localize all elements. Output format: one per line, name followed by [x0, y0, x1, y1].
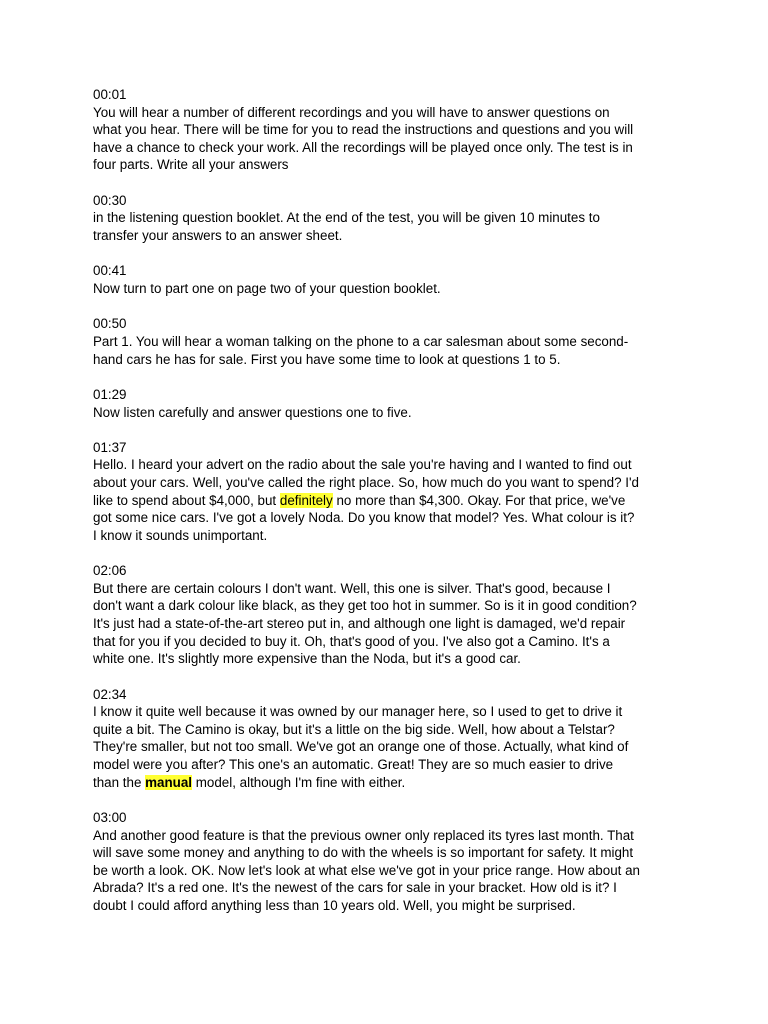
transcript-line: transfer your answers to an answer sheet. — [93, 227, 343, 243]
transcript-line: Hello. I heard your advert on the radio about the sale you're having and I wanted to find out — [93, 457, 632, 473]
timestamp: 00:41 — [93, 263, 127, 279]
line-text: than the — [93, 774, 146, 790]
transcript-line: four parts. Write all your answers — [93, 157, 289, 173]
line-text: like to spend about $4,000, but — [93, 492, 280, 508]
highlighted-word: definitely — [279, 492, 333, 508]
transcript-line: You will hear a number of different recordings and you will have to answer questions on — [93, 104, 610, 120]
transcript-line-highlighted — [93, 492, 683, 510]
transcript-line: will save some money and anything to do with the wheels is so important for safety. It might — [93, 845, 634, 861]
transcript-line: Now turn to part one on page two of your question booklet. — [93, 280, 441, 296]
transcript-line-highlighted — [93, 774, 683, 792]
timestamp: 00:50 — [93, 316, 127, 332]
transcript-line: Abrada? It's a red one. It's the newest of the cars for sale in your bracket. How old is it? I — [93, 880, 617, 896]
transcript-line: Part 1. You will hear a woman talking on the phone to a car salesman about some second- — [93, 333, 629, 349]
transcript-line: model were you after? This one's an automatic. Great! They are so much easier to drive — [93, 756, 614, 772]
transcript-segment — [93, 809, 683, 915]
transcript-segment — [93, 686, 683, 792]
transcript-page — [93, 86, 683, 932]
transcript-line: I know it quite well because it was owned by our manager here, so I used to get to drive it — [93, 704, 623, 720]
timestamp: 02:34 — [93, 686, 127, 702]
transcript-line: that for you if you decided to buy it. Oh, that's good of you. I've also got a Camino. It's a — [93, 633, 610, 649]
timestamp: 02:06 — [93, 563, 127, 579]
timestamp: 00:01 — [93, 87, 127, 102]
transcript-line: And another good feature is that the previous owner only replaced its tyres last month. That — [93, 827, 634, 843]
transcript-segment — [93, 262, 683, 297]
transcript-line: Now listen carefully and answer questions one to five. — [93, 404, 412, 420]
transcript-line: don't want a dark colour like black, as they get too hot in summer. So is it in good condition? — [93, 598, 637, 614]
timestamp: 03:00 — [93, 809, 127, 825]
timestamp: 01:37 — [93, 439, 127, 455]
transcript-line: be worth a look. OK. Now let's look at what else we've got in your price range. How about an — [93, 862, 640, 878]
transcript-line: quite a bit. The Camino is okay, but it's a little on the big side. Well, how about a Telstar? — [93, 721, 615, 737]
transcript-line: white one. It's slightly more expensive than the Noda, but it's a good car. — [93, 651, 521, 667]
transcript-segment — [93, 192, 683, 245]
transcript-line: It's just had a state-of-the-art stereo put in, and although one light is damaged, we'd repair — [93, 616, 626, 632]
line-text: no more than $4,300. Okay. For that price, we've — [332, 492, 626, 508]
transcript-segment — [93, 562, 683, 668]
transcript-line: I know it sounds unimportant. — [93, 527, 268, 543]
transcript-line: have a chance to check your work. All the recordings will be played once only. The test is in — [93, 139, 633, 155]
timestamp: 00:30 — [93, 192, 127, 208]
transcript-line: in the listening question booklet. At the end of the test, you will be given 10 minutes to — [93, 210, 600, 226]
transcript-segment — [93, 439, 683, 545]
transcript-segment — [93, 386, 683, 421]
timestamp: 01:29 — [93, 386, 127, 402]
transcript-line: got some nice cars. I've got a lovely Noda. Do you know that model? Yes. What colour is it? — [93, 510, 635, 526]
transcript-line: about your cars. Well, you've called the right place. So, how much do you want to spend? I'd — [93, 475, 640, 491]
line-text: model, although I'm fine with either. — [192, 774, 406, 790]
transcript-segment — [93, 315, 683, 368]
transcript-line: what you hear. There will be time for you to read the instructions and questions and you will — [93, 122, 634, 138]
highlighted-word: manual — [145, 774, 193, 790]
transcript-line: doubt I could afford anything less than 10 years old. Well, you might be surprised. — [93, 897, 576, 913]
transcript-line: They're smaller, but not too small. We've got an orange one of those. Actually, what kind of — [93, 739, 629, 755]
transcript-line: hand cars he has for sale. First you have some time to look at questions 1 to 5. — [93, 351, 561, 367]
transcript-segment — [93, 86, 683, 174]
transcript-line: But there are certain colours I don't want. Well, this one is silver. That's good, because I — [93, 580, 611, 596]
